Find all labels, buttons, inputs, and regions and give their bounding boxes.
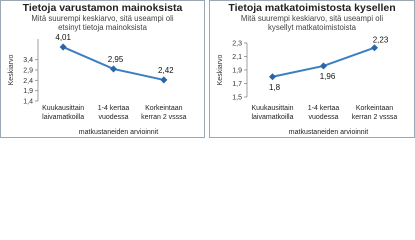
y-tick-label: 2,4 [23, 77, 33, 85]
chart-subtitle-line-2: etsinyt tietoja mainoksista [58, 23, 147, 32]
x-tick-label: Korkeintaan [145, 105, 183, 112]
data-label: 2,95 [107, 54, 124, 64]
y-tick-label: 3,4 [23, 57, 33, 65]
x-axis-title: matkustaneiden arvioinnit [78, 129, 159, 136]
y-tick-label: 1,9 [232, 67, 242, 75]
y-tick-label: 2,9 [23, 67, 33, 75]
chart-subtitle-line-1: Mitä suurempi keskiarvo, sitä useampi oli [31, 14, 174, 23]
x-tick-label: laivamatkoilla [251, 114, 294, 121]
x-tick-label: Kuukausittain [42, 105, 85, 112]
data-point-marker [60, 44, 67, 51]
y-axis-title: Keskiarvo [217, 54, 224, 86]
data-point-marker [371, 44, 378, 51]
x-tick-label: vuodessa [308, 114, 339, 121]
data-point-marker [269, 73, 276, 80]
data-label: 4,01 [55, 33, 71, 43]
data-point-marker [320, 62, 327, 69]
x-tick-label: vuodessa [98, 114, 129, 121]
data-point-marker [110, 65, 117, 72]
y-tick-label: 1,5 [232, 94, 242, 102]
x-tick-label: Kuukausittain [251, 105, 294, 112]
x-tick-label: 1-4 kertaa [97, 105, 130, 112]
chart-panel-ads [0, 0, 205, 138]
x-tick-label: kerran 2 vsssa [351, 114, 398, 121]
data-point-marker [160, 76, 167, 83]
x-tick-label: Korkeintaan [355, 105, 394, 112]
y-tick-label: 1,9 [23, 88, 33, 96]
y-tick-label: 1,4 [23, 98, 33, 106]
chart-title: Tietoja matkatoimistosta kysellen [228, 2, 396, 14]
y-axis-title: Keskiarvo [8, 54, 15, 86]
x-tick-label: kerran 2 vsssa [141, 114, 187, 121]
chart-subtitle-line-2: kysellyt matkatoimistoista [268, 23, 356, 32]
x-tick-label: laivamatkoilla [42, 114, 85, 121]
x-tick-label: 1-4 kertaa [307, 105, 340, 112]
y-tick-label: 1,7 [232, 81, 242, 88]
data-label: 2,42 [158, 65, 174, 75]
chart-subtitle-line-1: Mitä suurempi keskiarvo, sitä useampi oli [240, 14, 384, 23]
data-label: 1,8 [268, 82, 281, 92]
y-tick-label: 2,3 [232, 40, 242, 48]
line-chart [1, 1, 206, 139]
data-label: 1,96 [319, 71, 336, 81]
chart-title: Tietoja varustamon mainoksista [22, 2, 183, 14]
data-label: 2,23 [372, 35, 389, 45]
x-axis-title: matkustaneiden arvioinnit [288, 129, 369, 136]
chart-panel-travel-agency [209, 0, 415, 138]
line-chart [210, 1, 415, 139]
y-tick-label: 2,1 [232, 54, 242, 61]
